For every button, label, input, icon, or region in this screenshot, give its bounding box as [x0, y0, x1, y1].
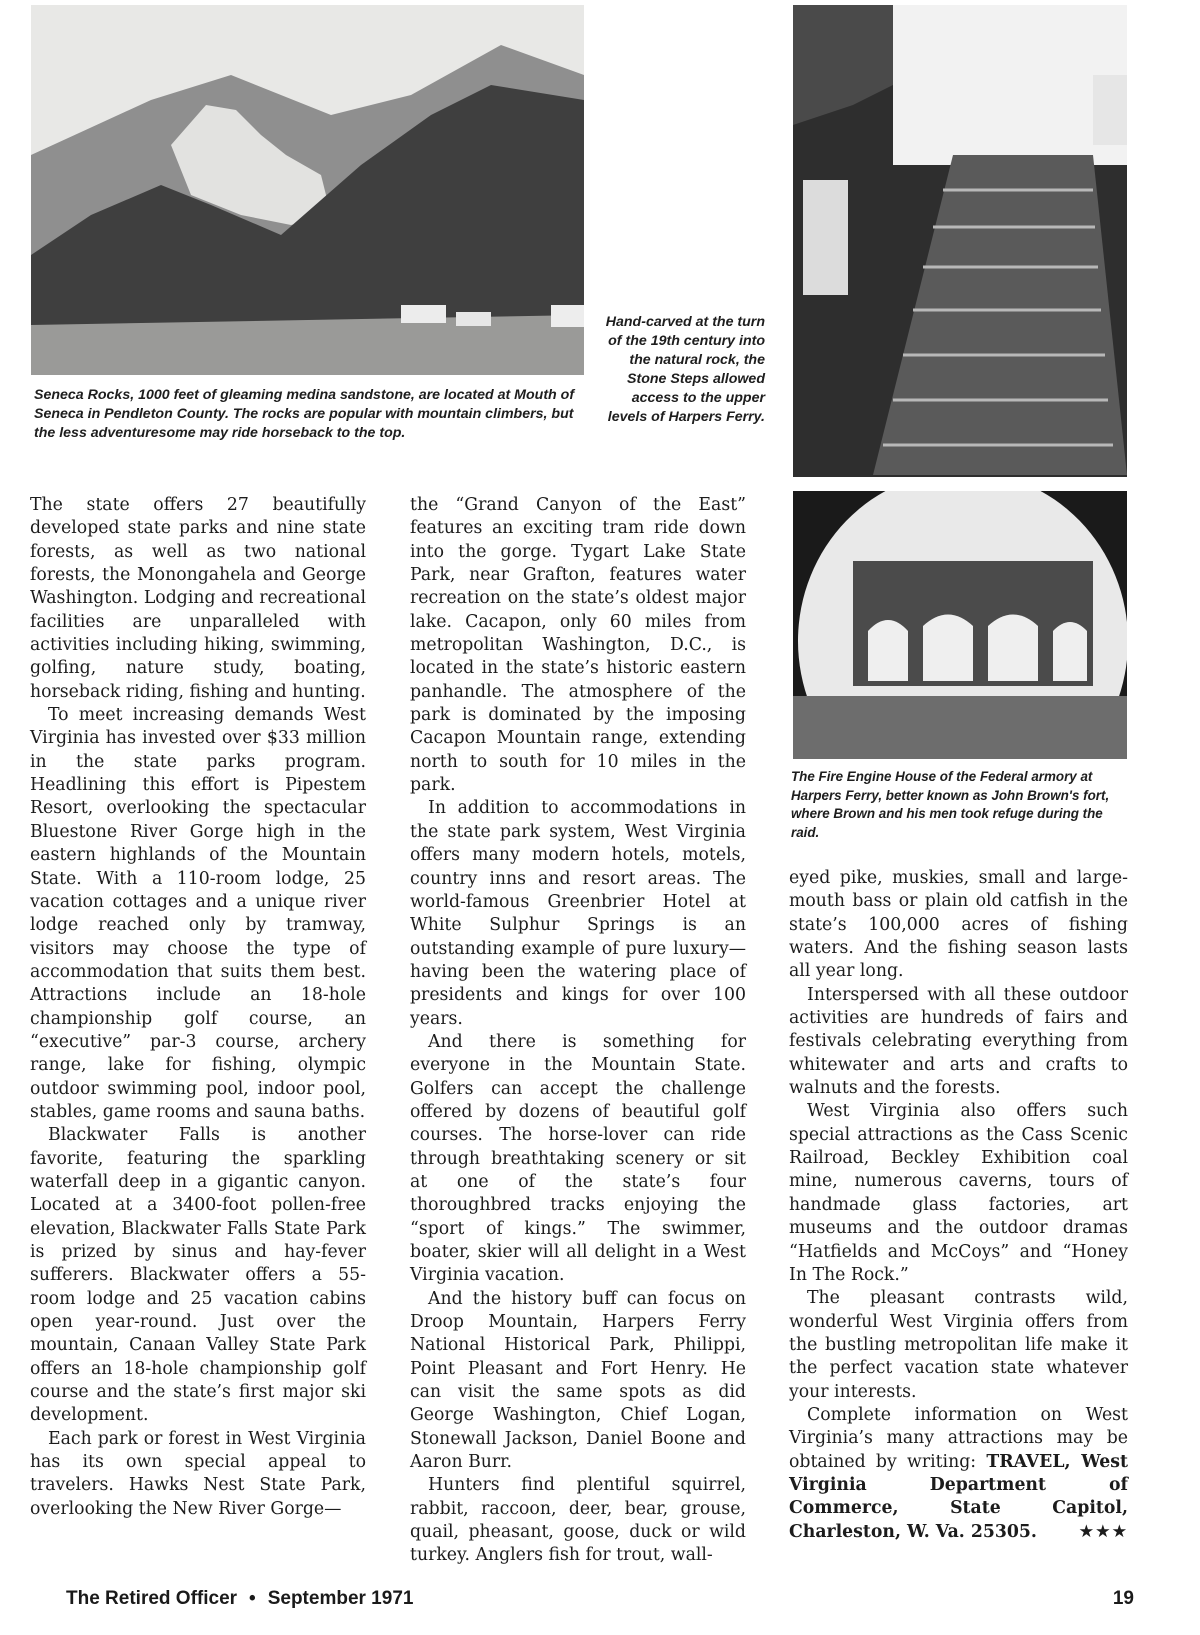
article-column-3 [789, 867, 1128, 1544]
paragraph: And the history buff can focus on Droop Mountain, Harpers Ferry National Historical Park, Philippi, Point Pleasant and Fort Henry. He can visit the same spots as did George Washington, Chief Logan, Stonewall Jackson, Daniel Boone and Aaron Burr. [410, 1288, 746, 1473]
paragraph: Interspersed with all these outdoor activities are hundreds of fairs and festivals celebrating everything from whitewater and arts and crafts to walnuts and the forests. [789, 984, 1128, 1099]
closing-text: Complete information on West Virginia’s many attractions may be obtained by writing: [789, 1404, 1128, 1472]
article-column-2 [410, 494, 746, 1568]
paragraph: In addition to accommodations in the state park system, West Virginia offers many modern hotels, motels, country inns and resort areas. The world-famous Greenbrier Hotel at White Sulphur Springs is an outstanding example of pure luxury—having been the watering place of presidents and kings for over 100 years. [410, 798, 746, 1029]
paragraph: And there is something for everyone in the Mountain State. Golfers can accept the challenge offered by dozens of beautiful golf courses. The horse-lover can ride through breathtaking scenery or sit at one of the state’s four thoroughbred tracks enjoying the “sport of kings.” The swimmer, boater, skier will all delight in a West Virginia vacation. [410, 1031, 746, 1286]
stone-steps-caption: Hand-carved at the turn of the 19th century into the natural rock, the Stone Steps allowed access to the upper levels of Harpers Ferry. [605, 314, 765, 425]
stone-steps-photo [793, 5, 1127, 477]
seneca-rocks-photo [31, 5, 584, 375]
paragraph: To meet increasing demands West Virginia has invested over $33 million in the state parks program. Headlining this effort is Pipestem Resort, overlooking the spectacular Bluestone River Gorge high in the eastern highlands of the Mountain State. With a 110-room lodge, 25 vacation cottages and a unique river lodge reached only by tramway, visitors may choose the type of accommodation that suits them best. Attractions include an 18-hole championship golf course, an “executive” par-3 course, archery range, lake for fishing, olympic outdoor swimming pool, indoor pool, stables, game rooms and sauna baths. [30, 705, 366, 1122]
end-mark-stars: ★★★ [1078, 1521, 1128, 1542]
paragraph: Each park or forest in West Virginia has its own special appeal to travelers. Hawks Nest State Park, overlooking the New River Gorge— [30, 1428, 366, 1519]
paragraph: Blackwater Falls is another favorite, featuring the sparkling waterfall deep in a gigantic canyon. Located at a 3400-foot pollen-free elevation, Blackwater Falls State Park is prized by sinus and hay-fever sufferers. Blackwater offers a 55-room lodge and 25 vacation cabins open year-round. Just over the mountain, Canaan Valley State Park offers an 18-hole championship golf course and the state’s first major ski development. [30, 1125, 366, 1426]
paragraph: The state offers 27 beautifully developed state parks and nine state forests, as well as two national forests, the Monongahela and George Washington. Lodging and recreational facilities are unparalleled with activities including hiking, swimming, golfing, nature study, boating, horseback riding, fishing and hunting. [30, 495, 366, 702]
issue-date: September 1971 [267, 1588, 414, 1609]
publication-name: The Retired Officer [66, 1588, 238, 1609]
paragraph: The pleasant contrasts wild, wonderful West Virginia offers from the bustling metropolitan life make it the perfect vacation state whatever your interests. [789, 1288, 1128, 1402]
contact-address: TRAVEL, West Virginia Department of Commerce, State Capitol, Charleston, W. Va. 25305. [789, 1451, 1128, 1542]
closing-paragraph [789, 1404, 1128, 1544]
fire-engine-house-photo [793, 491, 1127, 759]
fire-engine-house-caption: The Fire Engine House of the Federal armory at Harpers Ferry, better known as John Brown's fort, where Brown and his men took refuge during the raid. [791, 769, 1110, 840]
paragraph: eyed pike, muskies, small and large-mouth bass or plain old catfish in the state’s 100,000 acres of fishing waters. And the fishing season lasts all year long. [789, 868, 1128, 982]
article-column-1 [30, 494, 366, 1521]
seneca-rocks-caption: Seneca Rocks, 1000 feet of gleaming medina sandstone, are located at Mouth of Seneca in Pendleton County. The rocks are popular with mountain climbers, but the less adventuresome may ride horseback to the top. [34, 387, 575, 441]
footer-bullet: • [249, 1588, 256, 1609]
paragraph: West Virginia also offers such special attractions as the Cass Scenic Railroad, Beckley Exhibition coal mine, numerous caverns, tours of handmade glass factories, art museums and the outdoor dramas “Hatfields and McCoys” and “Honey In The Rock.” [789, 1101, 1128, 1285]
page-footer [66, 1588, 1134, 1612]
paragraph: the “Grand Canyon of the East” features an exciting tram ride down into the gorge. Tygart Lake State Park, near Grafton, features water recreation on the state’s oldest major lake. Cacapon, only 60 miles from metropolitan Washington, D.C., is located in the state’s historic eastern panhandle. The atmosphere of the park is dominated by the imposing Cacapon Mountain range, extending north to south for 10 miles in the park. [410, 495, 746, 796]
page-number: 19 [1112, 1588, 1134, 1609]
paragraph: Hunters find plentiful squirrel, rabbit, raccoon, deer, bear, grouse, quail, pheasant, goose, duck or wild turkey. Anglers fish for trout, wall- [410, 1475, 746, 1566]
